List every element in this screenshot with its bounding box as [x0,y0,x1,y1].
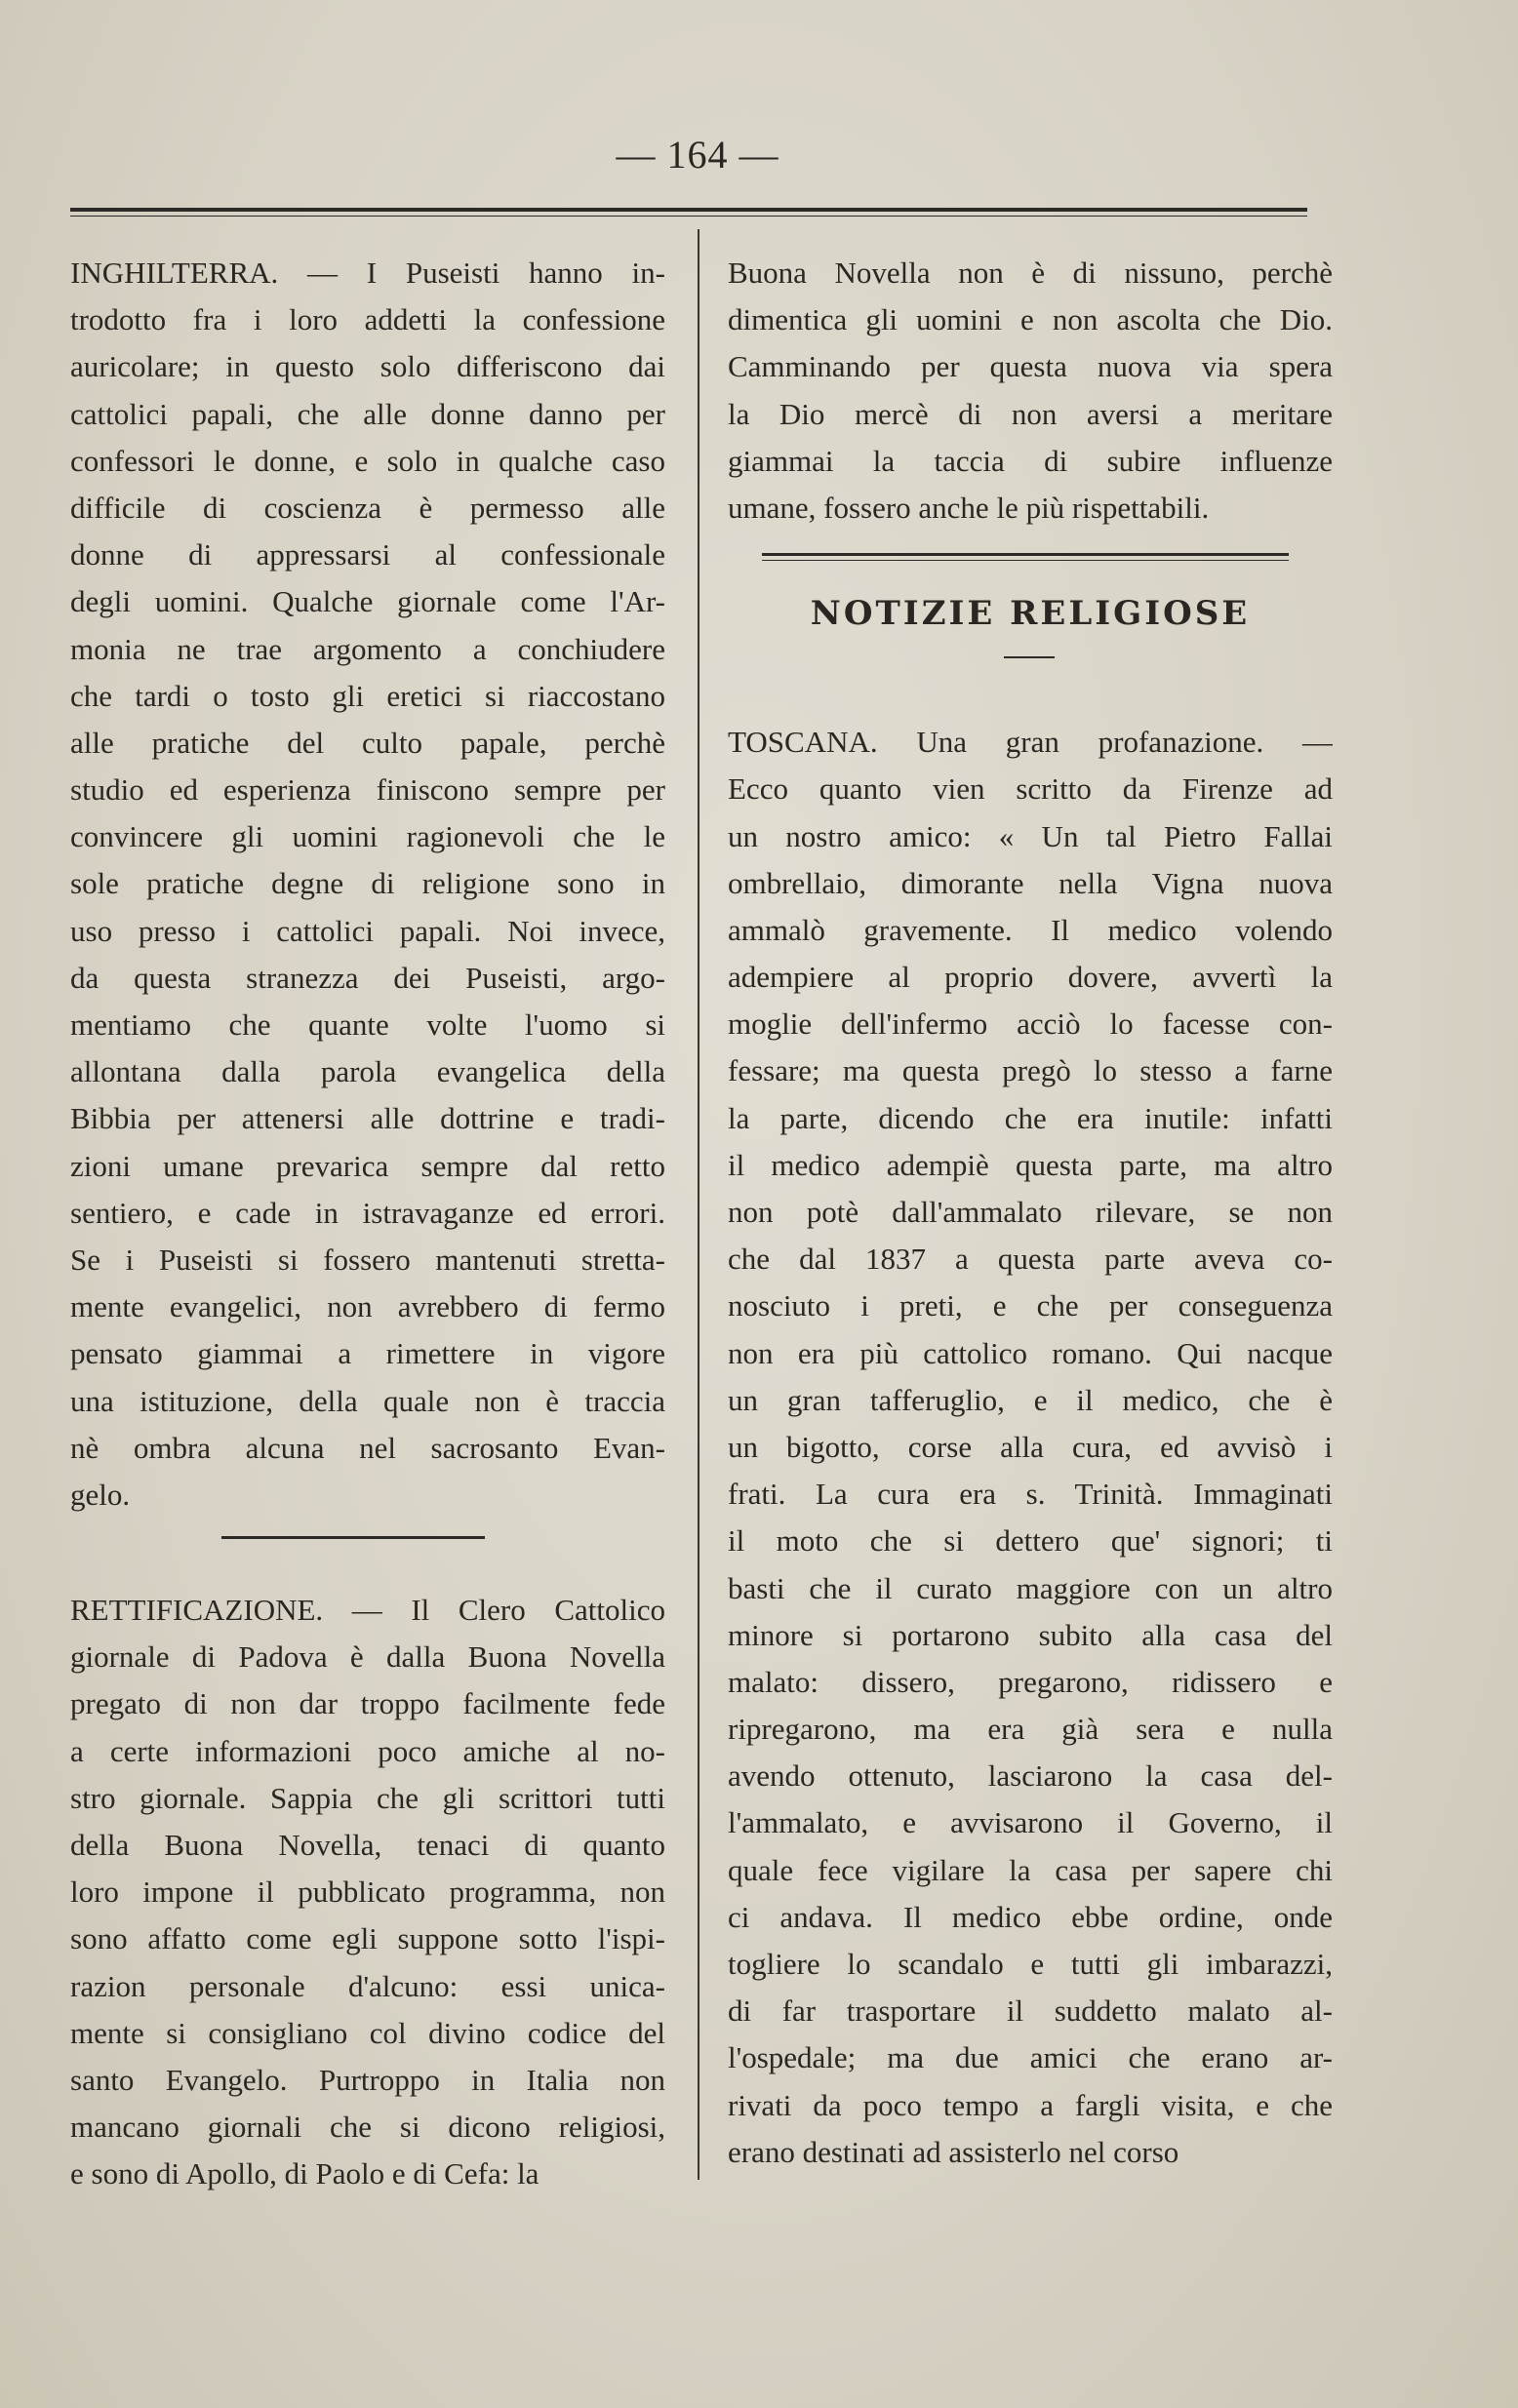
article-toscana [728,719,1333,2176]
text-line: RETTIFICAZIONE. — Il Clero Cattolico [70,1593,665,1628]
text-line: razion personale d'alcuno: essi unica- [70,1968,665,2003]
text-line: auricolare; in questo solo differiscono dai [70,349,665,384]
text-line: uso presso i cattolici papali. Noi invece, [70,913,665,948]
text-line: TOSCANA. Una gran profanazione. — [728,725,1333,760]
text-line: ammalò gravemente. Il medico volendo [728,912,1333,947]
section-double-rule [728,532,1333,590]
text-line: un bigotto, corse alla cura, ed avvisò i [728,1429,1333,1464]
text-line: stro giornale. Sappia che gli scrittori tutti [70,1780,665,1815]
text-line: da questa stranezza dei Puseisti, argo- [70,960,665,995]
text-line: difficile di coscienza è permesso alle [70,490,665,525]
article-rettificazione [70,1587,665,2197]
page-number: — 164 — [616,133,779,177]
section-dash [728,649,1333,697]
text-line: la parte, dicendo che era inutile: infatti [728,1100,1333,1135]
text-line: convincere gli uomini ragionevoli che le [70,819,665,854]
text-line: l'ospedale; ma due amici che erano ar- [728,2040,1333,2075]
text-line: ci andava. Il medico ebbe ordine, onde [728,1899,1333,1934]
text-line: della Buona Novella, tenaci di quanto [70,1828,665,1862]
text-line: la Dio mercè di non aversi a meritare [728,396,1333,431]
article-continuation [728,250,1333,532]
text-line: sole pratiche degne di religione sono in [70,866,665,901]
text-line: umane, fossero anche le più rispettabili. [728,490,1210,525]
text-line: Bibbia per attenersi alle dottrine e tradi- [70,1101,665,1136]
text-line: avendo ottenuto, lasciarono la casa del- [728,1758,1333,1794]
text-line: frati. La cura era s. Trinità. Immaginati [728,1477,1333,1512]
text-line: dimentica gli uomini e non ascolta che Dio. [728,302,1333,337]
text-line: adempiere al proprio dovere, avvertì la [728,960,1333,995]
text-line: INGHILTERRA. — I Puseisti hanno in- [70,256,665,290]
header-rule [70,208,1307,217]
text-line: una istituzione, della quale non è traccia [70,1383,665,1418]
text-line: pregato di non dar troppo facilmente fede [70,1686,665,1721]
text-line: il moto che si dettero que' signori; ti [728,1523,1333,1559]
text-line: non potè dall'ammalato rilevare, se non [728,1195,1333,1229]
left-column [70,250,665,2198]
text-line: basti che il curato maggiore con un altro [728,1570,1333,1605]
text-line: che tardi o tosto gli eretici si riaccostano [70,678,665,713]
text-line: ripregarono, ma era già sera e nulla [728,1712,1333,1747]
text-line: fessare; ma questa pregò lo stesso a farne [728,1053,1333,1088]
text-line: Camminando per questa nuova via spera [728,349,1333,384]
text-line: giornale di Padova è dalla Buona Novella [70,1639,665,1675]
text-line: alle pratiche del culto papale, perchè [70,725,665,760]
text-line: mente si consigliano col divino codice del [70,2015,665,2050]
text-line: un nostro amico: « Un tal Pietro Fallai [728,818,1333,853]
text-line: malato: dissero, pregarono, ridissero e [728,1664,1333,1699]
text-line: l'ammalato, e avvisarono il Governo, il [728,1805,1333,1840]
text-line: di far trasportare il suddetto malato al- [728,1994,1333,2029]
article-inghilterra [70,250,665,1519]
text-line: rivati da poco tempo a fargli visita, e che [728,2087,1333,2122]
text-line: sentiero, e cade in istravaganze ed errori. [70,1195,665,1230]
text-line: trodotto fra i loro addetti la confessione [70,302,665,337]
text-line: e sono di Apollo, di Paolo e di Cefa: la [70,2156,539,2191]
text-line: gelo. [70,1477,131,1512]
text-line: erano destinati ad assisterlo nel corso [728,2134,1179,2169]
text-line: Buona Novella non è di nissuno, perchè [728,256,1333,290]
text-line: mancano giornali che si dicono religiosi, [70,2110,665,2145]
text-line: sono affatto come egli suppone sotto l'ispi- [70,1921,665,1956]
text-line: nosciuto i preti, e che per conseguenza [728,1288,1333,1323]
right-column [728,250,1333,2176]
text-line: togliere lo scandalo e tutti gli imbarazzi, [728,1947,1333,1981]
text-line: nè ombra alcuna nel sacrosanto Evan- [70,1430,665,1465]
section-title: NOTIZIE RELIGIOSE [810,594,1251,634]
text-line: che dal 1837 a questa parte aveva co- [728,1242,1333,1277]
column-divider [698,229,699,2180]
text-line: ombrellaio, dimorante nella Vigna nuova [728,865,1333,900]
text-line: monia ne trae argomento a conchiudere [70,631,665,666]
text-line: allontana dalla parola evangelica della [70,1054,665,1089]
text-line: mente evangelici, non avrebbero di fermo [70,1289,665,1324]
text-line: un gran tafferuglio, e il medico, che è [728,1382,1333,1417]
text-line: studio ed esperienza finiscono sempre per [70,772,665,808]
text-line: loro impone il pubblicato programma, non [70,1875,665,1910]
text-line: pensato giammai a rimettere in vigore [70,1336,665,1371]
text-line: minore si portarono subito alla casa del [728,1617,1333,1652]
text-line: moglie dell'infermo acciò lo facesse con- [728,1007,1333,1042]
text-line: Ecco quanto vien scritto da Firenze ad [728,771,1333,807]
text-line: giammai la taccia di subire influenze [728,443,1333,478]
text-line: mentiamo che quante volte l'uomo si [70,1007,665,1042]
text-line: confessori le donne, e solo in qualche caso [70,443,665,478]
text-line: il medico adempiè questa parte, ma altro [728,1147,1333,1182]
text-line: donne di appressarsi al confessionale [70,537,665,572]
text-line: santo Evangelo. Purtroppo in Italia non [70,2062,665,2097]
article-separator [70,1519,665,1565]
text-line: cattolici papali, che alle donne danno per [70,396,665,431]
text-line: Se i Puseisti si fossero mantenuti stretta- [70,1242,665,1277]
text-line: degli uomini. Qualche giornale come l'Ar- [70,584,665,619]
text-line: non era più cattolico romano. Qui nacque [728,1335,1333,1370]
text-line: quale fece vigilare la casa per sapere chi [728,1852,1333,1887]
text-line: zioni umane prevarica sempre dal retto [70,1148,665,1183]
text-line: a certe informazioni poco amiche al no- [70,1733,665,1768]
